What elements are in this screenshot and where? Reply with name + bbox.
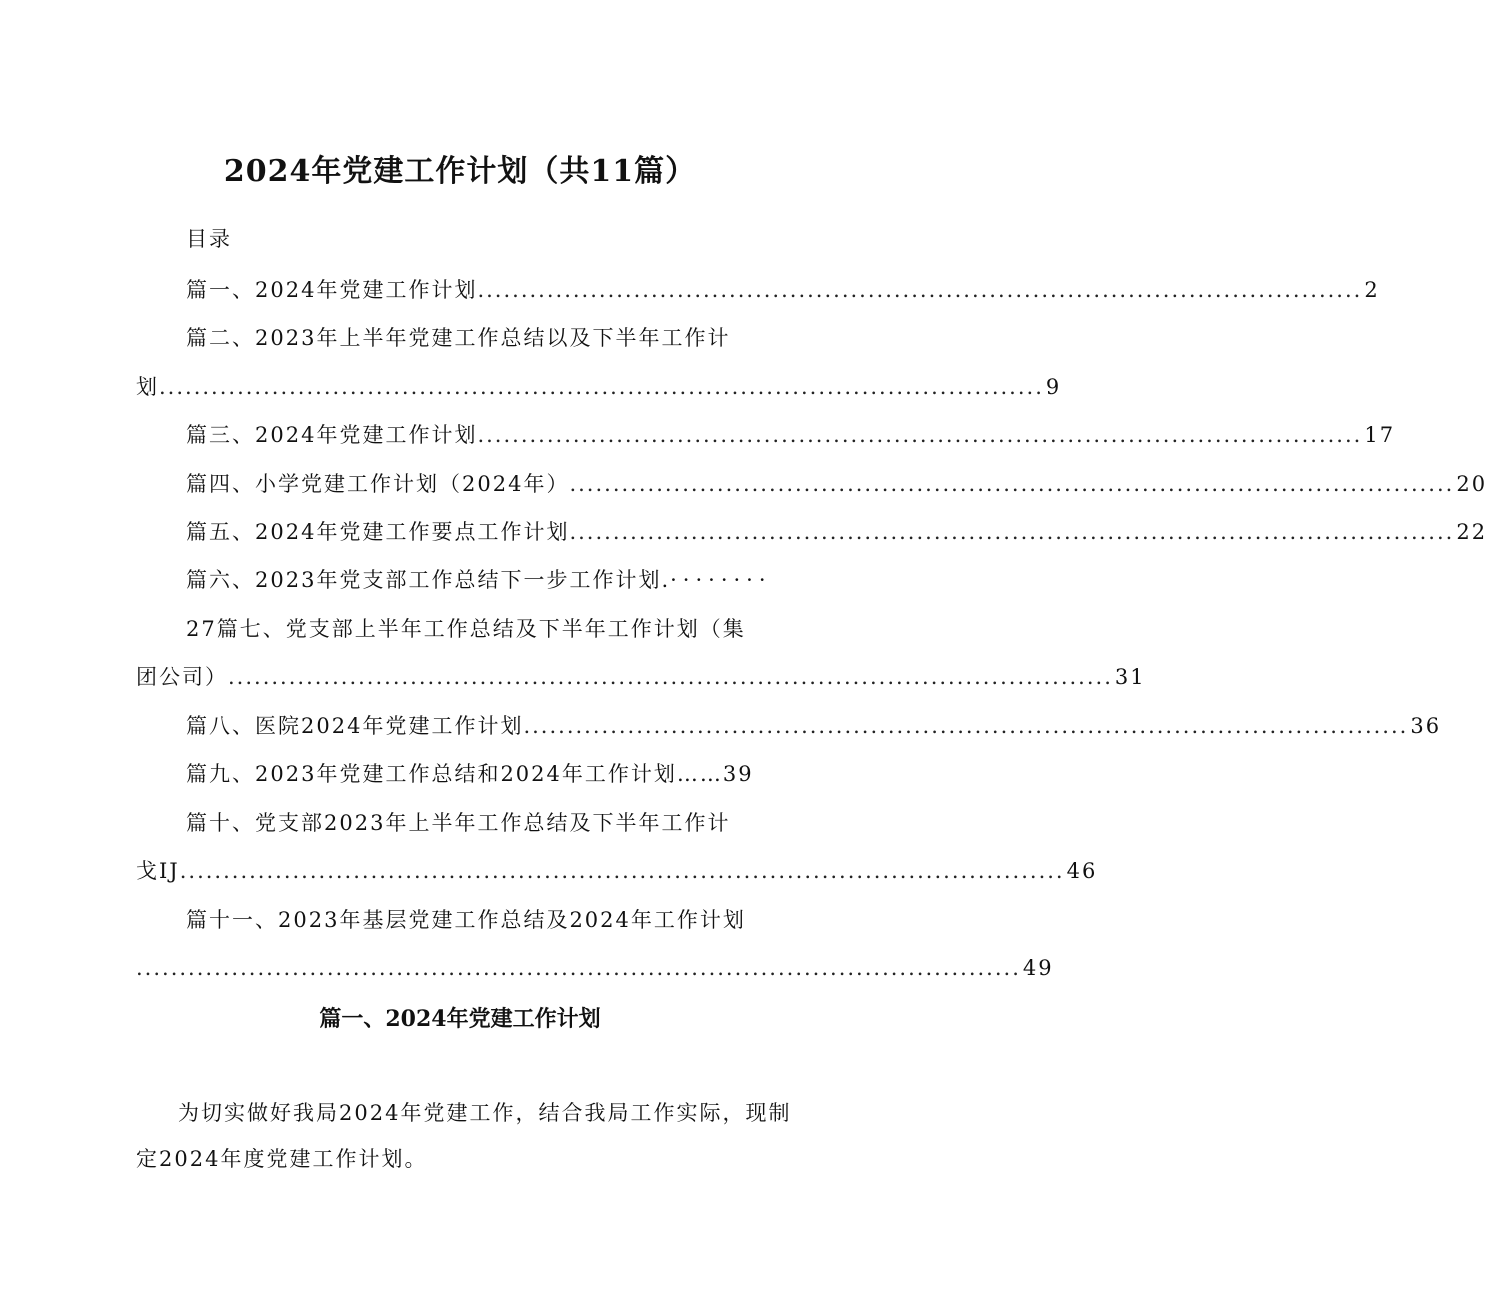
intro-paragraph: 为切实做好我局2024年党建工作，结合我局工作实际，现制定2024年度党建工作计划。 bbox=[136, 1101, 792, 1171]
toc-entry-2-cont[interactable] bbox=[136, 372, 1062, 402]
toc-entry-8[interactable] bbox=[186, 711, 1442, 741]
toc-entry-text: 篇三、2024年党建工作计划 bbox=[186, 423, 478, 447]
toc-entry-10[interactable] bbox=[186, 808, 730, 838]
toc-entry-text: 篇十、党支部2023年上半年工作总结及下半年工作计 bbox=[186, 811, 731, 835]
toc-entry-7-cont[interactable] bbox=[136, 662, 1146, 692]
toc-leader-dots: ...................................................................................................... bbox=[179, 859, 1065, 883]
toc-page-number: 9 bbox=[1045, 375, 1062, 399]
toc-entry-continuation: 戈IJ bbox=[136, 859, 180, 883]
toc-entry-text: 篇四、小学党建工作计划（2024年） bbox=[186, 472, 570, 496]
toc-entry-9[interactable] bbox=[186, 759, 754, 789]
toc-entry-3[interactable] bbox=[186, 420, 1396, 450]
toc-entry-text: 篇六、2023年党支部工作总结下一步工作计划. bbox=[186, 568, 671, 592]
toc-leader-dots: ...................................................................................................... bbox=[159, 375, 1044, 399]
toc-entry-11-cont[interactable] bbox=[136, 953, 1054, 983]
toc-leader-dots: ...................................................................................................... bbox=[569, 472, 1455, 496]
toc-trailing-dots: ········ bbox=[670, 568, 772, 592]
toc-leader-dots: ...................................................................................................... bbox=[228, 665, 1113, 689]
toc-page-number: 17 bbox=[1364, 423, 1396, 447]
toc-page-number: 20 bbox=[1456, 472, 1487, 496]
toc-entry-10-cont[interactable] bbox=[136, 856, 1098, 886]
toc-entry-text: 篇九、2023年党建工作总结和2024年工作计划……39 bbox=[186, 762, 754, 786]
toc-entry-1[interactable] bbox=[186, 275, 1380, 305]
toc-leader-dots: ...................................................................................................... bbox=[477, 278, 1363, 302]
toc-entry-text: 篇八、医院2024年党建工作计划 bbox=[186, 714, 524, 738]
toc-entry-7[interactable] bbox=[186, 614, 746, 644]
toc-entry-4[interactable] bbox=[186, 469, 1487, 499]
toc-page-number: 36 bbox=[1410, 714, 1442, 738]
toc-entry-5[interactable] bbox=[186, 517, 1487, 547]
toc-page-number: 49 bbox=[1022, 956, 1054, 980]
toc-leader-dots: ...................................................................................................... bbox=[136, 956, 1021, 980]
toc-entry-text: 27篇七、党支部上半年工作总结及下半年工作计划（集 bbox=[186, 617, 746, 641]
toc-page-number: 2 bbox=[1364, 278, 1380, 302]
toc-entry-continuation: 划 bbox=[136, 375, 159, 399]
toc-entry-text: 篇五、2024年党建工作要点工作计划 bbox=[186, 520, 570, 544]
document-title: 2024年党建工作计划（共11篇） bbox=[223, 154, 697, 189]
toc-entry-continuation: 团公司） bbox=[136, 665, 228, 689]
toc-heading: 目录 bbox=[186, 227, 232, 251]
toc-leader-dots: ...................................................................................................... bbox=[569, 520, 1455, 544]
toc-leader-dots: ...................................................................................................... bbox=[523, 714, 1409, 738]
toc-entry-6[interactable] bbox=[186, 565, 796, 595]
toc-entry-2[interactable] bbox=[186, 323, 730, 353]
toc-entry-text: 篇二、2023年上半年党建工作总结以及下半年工作计 bbox=[186, 326, 731, 350]
toc-entry-text: 篇十一、2023年基层党建工作总结及2024年工作计划 bbox=[186, 908, 746, 932]
toc-page-number: 22 bbox=[1456, 520, 1487, 544]
toc-page-number: 46 bbox=[1066, 859, 1098, 883]
toc-entry-text: 篇一、2024年党建工作计划 bbox=[186, 278, 478, 302]
toc-entry-11[interactable] bbox=[186, 905, 746, 935]
section-title: 篇一、2024年党建工作计划 bbox=[319, 1006, 601, 1032]
toc-page-number: 31 bbox=[1114, 665, 1146, 689]
toc-leader-dots: ...................................................................................................... bbox=[477, 423, 1363, 447]
